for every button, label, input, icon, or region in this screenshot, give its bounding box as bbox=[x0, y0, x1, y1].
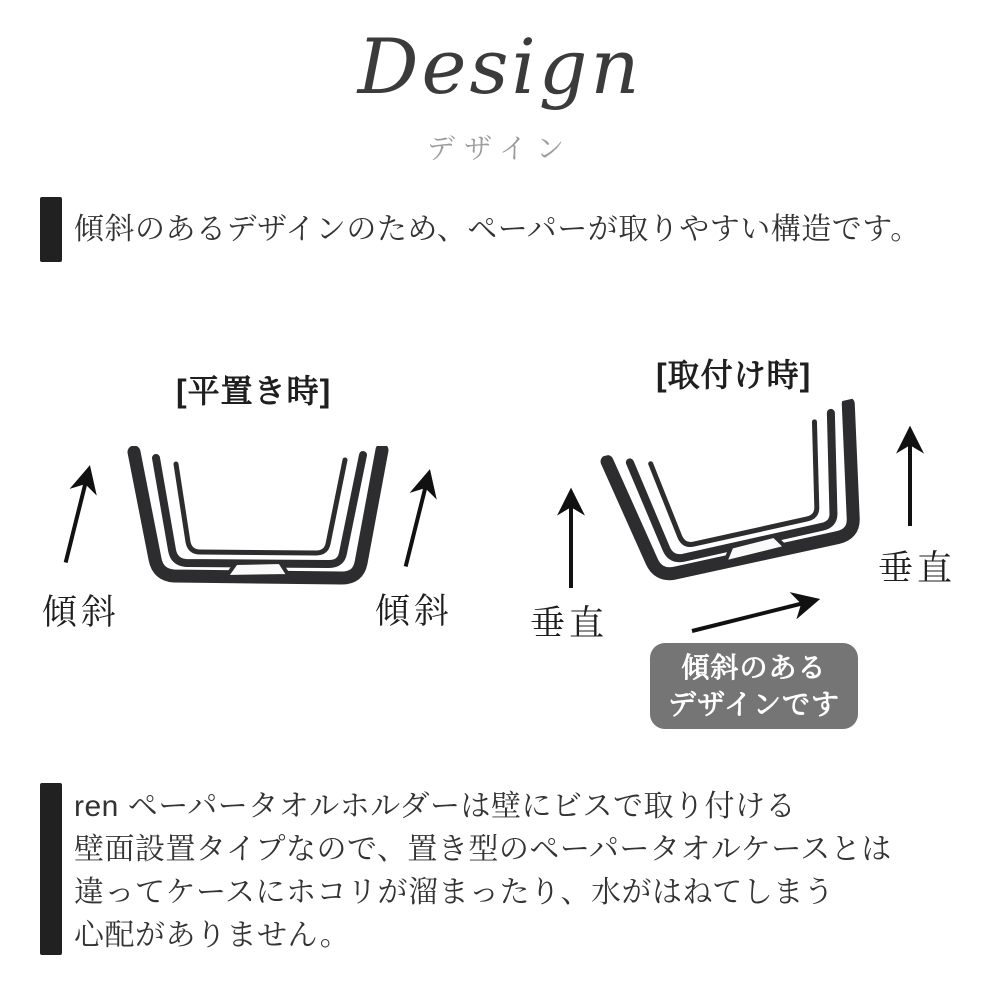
paper-holder-flat-illustration bbox=[112, 446, 402, 601]
vertical-arrow-left-icon bbox=[551, 482, 591, 592]
slanted-design-badge bbox=[650, 643, 858, 729]
description-line-2: 壁面設置タイプなので、置き型のペーパータオルケースとは bbox=[74, 833, 892, 866]
description-text bbox=[74, 783, 892, 955]
slant-label-left: 傾斜 bbox=[42, 593, 121, 632]
description-callout bbox=[40, 783, 892, 955]
description-line-4: 心配がありません。 bbox=[74, 919, 351, 952]
description-line-3: 違ってケースにホコリが溜まったり、水がはねてしまう bbox=[74, 876, 835, 909]
badge-line-1: 傾斜のある bbox=[681, 652, 827, 683]
vertical-label-right: 垂直 bbox=[878, 549, 957, 588]
accent-bar bbox=[40, 783, 62, 955]
slope-direction-arrow-icon bbox=[684, 586, 834, 638]
badge-line-2: デザインです bbox=[667, 689, 841, 720]
accent-bar bbox=[40, 197, 62, 262]
slant-arrow-left-icon bbox=[45, 455, 110, 571]
slant-label-right: 傾斜 bbox=[375, 592, 454, 631]
vertical-arrow-right-icon bbox=[890, 420, 930, 530]
section-title-katakana: デザイン bbox=[426, 133, 574, 164]
mounted-figure-label: [取付け時] bbox=[656, 357, 812, 393]
heading-text: 傾斜のあるデザインのため、ペーパーが取りやすい構造です。 bbox=[74, 213, 921, 246]
paper-holder-mounted-illustration bbox=[584, 395, 901, 611]
description-line-1: ren ペーパータオルホルダーは壁にビスで取り付ける bbox=[74, 790, 796, 823]
heading-callout bbox=[40, 197, 921, 262]
vertical-label-left: 垂直 bbox=[530, 604, 609, 643]
section-title-script: Design bbox=[357, 22, 643, 111]
flat-figure-label: [平置き時] bbox=[176, 373, 332, 409]
